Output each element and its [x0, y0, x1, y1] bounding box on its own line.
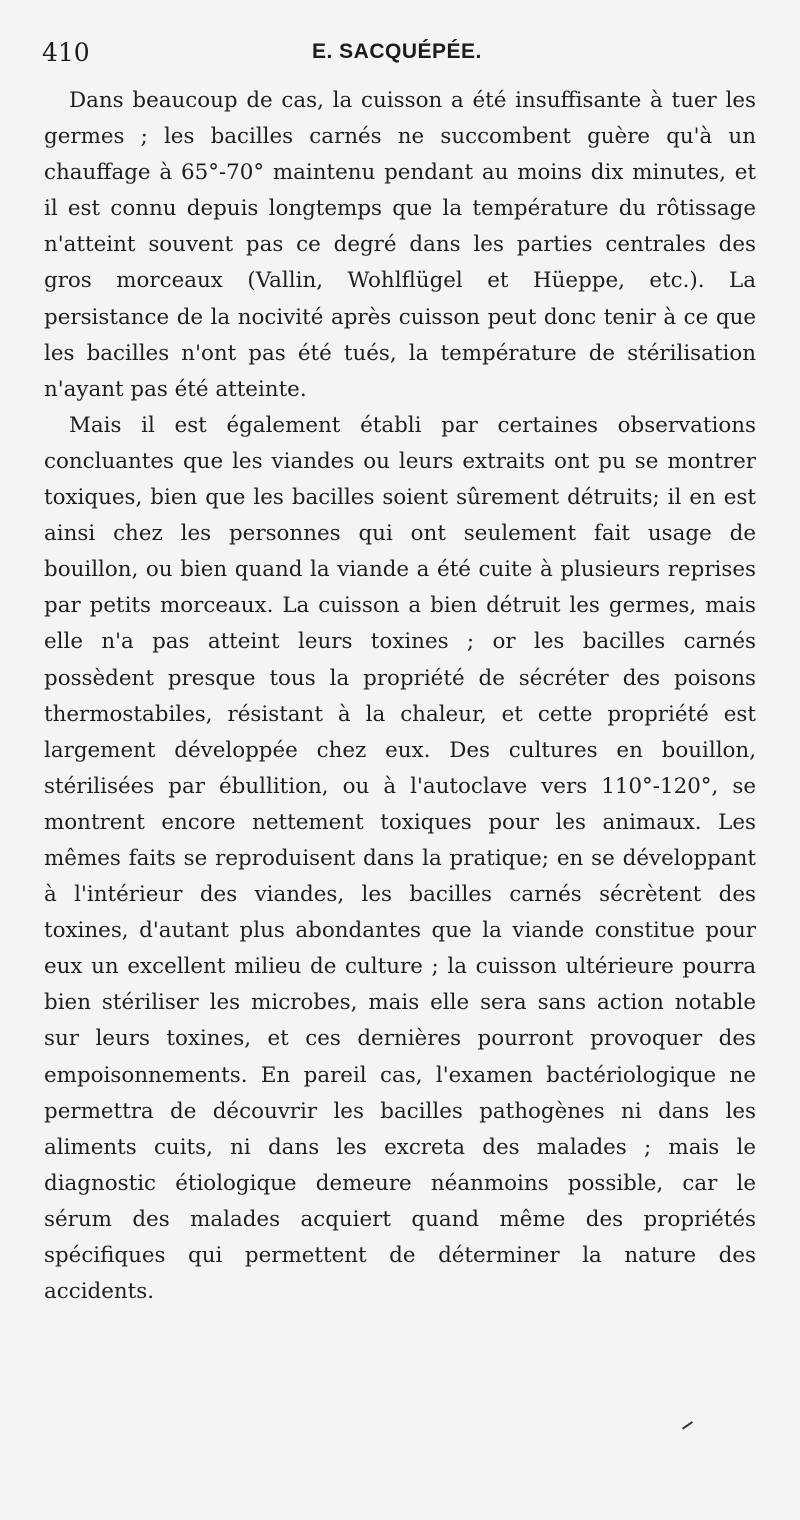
paragraph-2: Mais il est également établi par certaines observations concluantes que les viandes ou leurs extraits ont pu se montrer toxiques, bien que les bacilles soient sûrement détruits; il en est ainsi chez les personnes qui ont seulement fait usage de bouillon, ou bien quand la viande a été cuite à plusieurs reprises par petits morceaux. La cuisson a bien détruit les germes, mais elle n'a pas atteint leurs toxines ; or les bacilles carnés possèdent presque tous la propriété de sécréter des poisons thermostabiles, résistant à la chaleur, et cette propriété est largement développée chez eux. Des cultures en bouillon, stérilisées par ébullition, ou à l'autoclave vers 110°-120°, se montrent encore nettement toxiques pour les animaux. Les mêmes faits se reproduisent dans la pratique; en se développant à l'intérieur des viandes, les bacilles carnés sécrètent des toxines, d'autant plus abondantes que la viande constitue pour eux un excellent milieu de culture ; la cuisson ultérieure pourra bien stériliser les microbes, mais elle sera sans action notable sur leurs toxines, et ces dernières pourront provoquer des empoisonnements. En pareil cas, l'examen bactériologique ne permettra de découvrir les bacilles pathogènes ni dans les aliments cuits, ni dans les excreta des malades ; mais le diagnostic étiologique demeure néanmoins possible, car le sérum des malades acquiert quand même des propriétés spécifiques qui permettent de déterminer la nature des accidents.: [44, 412, 756, 1305]
page-header: [42, 38, 758, 74]
running-head: E. SACQUÉPÉE.: [312, 40, 482, 63]
page-number: 410: [42, 38, 90, 67]
stray-pen-mark: [682, 1421, 699, 1438]
body-text: [44, 83, 756, 1310]
paragraph-1: Dans beaucoup de cas, la cuisson a été insuffisante à tuer les germes ; les bacilles carnés ne succombent guère qu'à un chauffage à 65°-70° maintenu pendant au moins dix minutes, et il est connu depuis longtemps que la température du rôtissage n'atteint souvent pas ce degré dans les parties centrales des gros morceaux (Vallin, Wohlflügel et Hüeppe, etc.). La persistance de la nocivité après cuisson peut donc tenir à ce que les bacilles n'ont pas été tués, la température de stérilisation n'ayant pas été atteinte.: [44, 88, 756, 402]
